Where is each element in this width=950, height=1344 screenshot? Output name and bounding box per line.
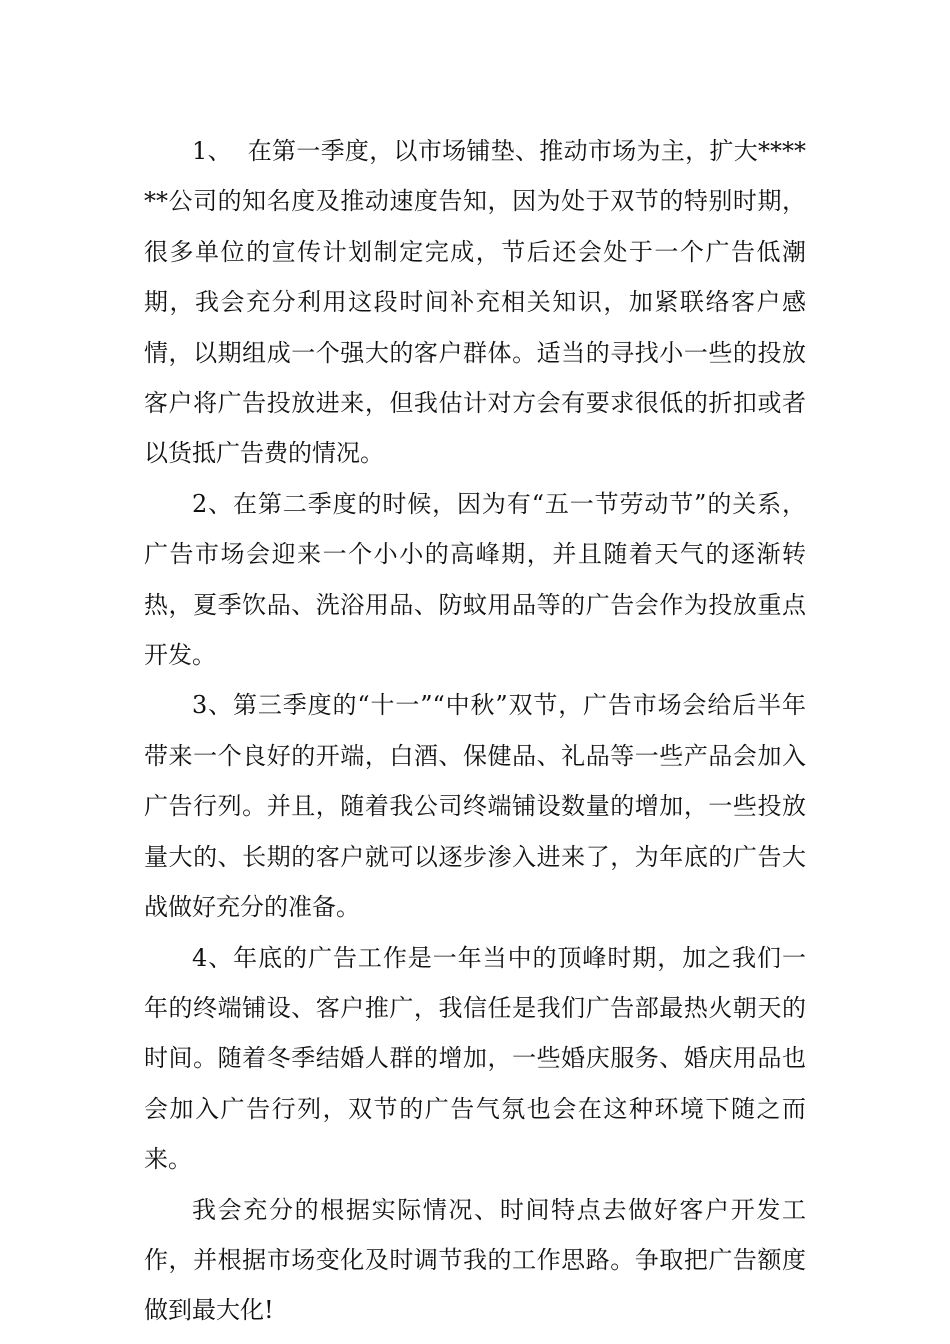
paragraph-q2: 2、在第二季度的时候，因为有“五一节劳动节”的关系，广告市场会迎来一个小小的高峰期，并且随着天气的逐渐转热，夏季饮品、洗浴用品、防蚊用品等的广告会作为投放重点开发。 — [144, 489, 806, 670]
paragraph-q3: 3、第三季度的“十一”“中秋”双节，广告市场会给后半年带来一个良好的开端，白酒、保健品、礼品等一些产品会加入广告行列。并且，随着我公司终端铺设数量的增加，一些投放量大的、长期的客户就可以逐步渗入进来了，为年底的广告大战做好充分的准备。 — [144, 691, 806, 922]
paragraph-q1: 1、 在第一季度，以市场铺垫、推动市场为主，扩大******公司的知名度及推动速度告知，因为处于双节的特别时期，很多单位的宣传计划制定完成，节后还会处于一个广告低潮期，我会充分利用这段时间补充相关知识，加紧联络客户感情，以期组成一个强大的客户群体。适当的寻找小一些的投放客户将广告投放进来，但我估计对方会有要求很低的折扣或者以货抵广告费的情况。 — [144, 137, 806, 468]
paragraph-conclusion: 我会充分的根据实际情况、时间特点去做好客户开发工作，并根据市场变化及时调节我的工作思路。争取把广告额度做到最大化! — [144, 1195, 806, 1325]
paragraph-q4: 4、年底的广告工作是一年当中的顶峰时期，加之我们一年的终端铺设、客户推广，我信任是我们广告部最热火朝天的时间。随着冬季结婚人群的增加，一些婚庆服务、婚庆用品也会加入广告行列，双节的广告气氛也会在这种环境下随之而来。 — [144, 943, 806, 1174]
document-body — [144, 126, 806, 1336]
